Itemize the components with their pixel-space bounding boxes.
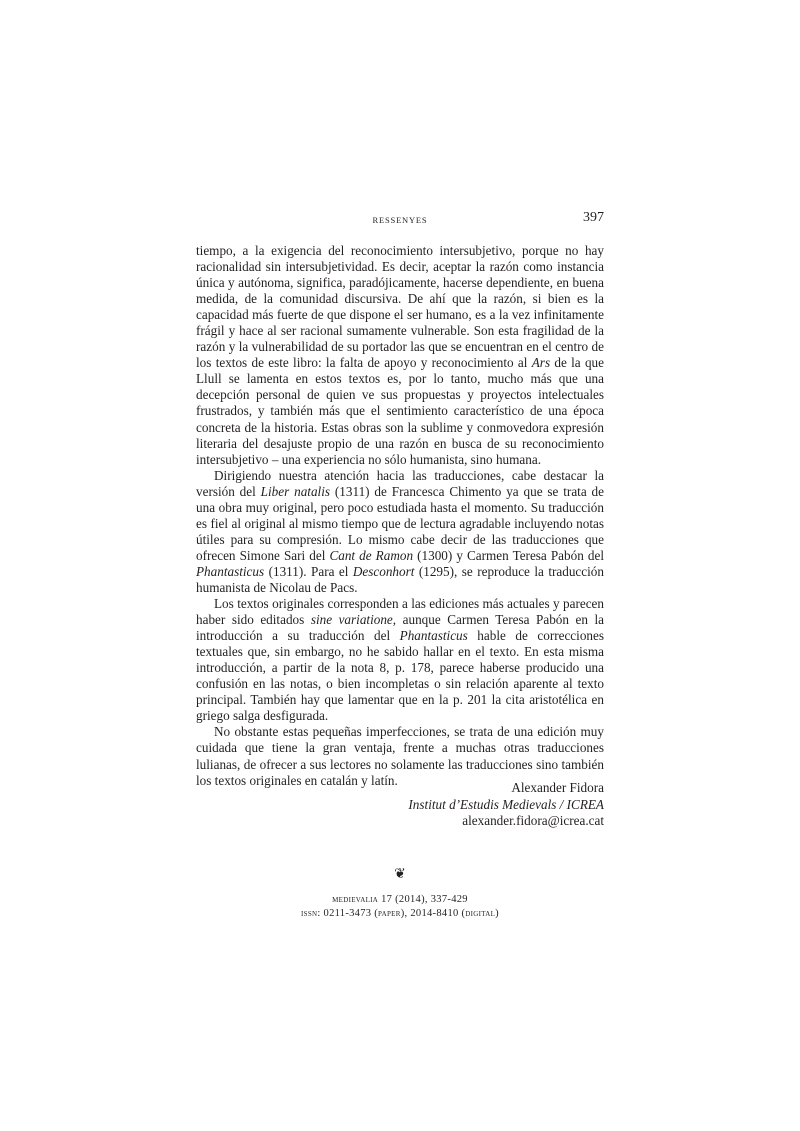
fleuron-ornament-icon: ❦ [394,867,406,882]
paragraph-2-italic-cant-de-ramon: Cant de Ramon [329,547,414,563]
paragraph-1 [196,243,604,468]
footer-journal-line: medievalia 17 (2014), 337-429 [332,894,468,905]
running-head [196,210,604,230]
paragraph-2-text-4: (1311). Para el [264,563,353,579]
page [196,0,604,1131]
footer [196,893,604,920]
paragraph-2-italic-liber-natalis: Liber natalis [260,483,331,499]
paragraph-2-italic-phantasticus: Phantasticus [196,563,265,579]
paragraph-3 [196,596,604,724]
footer-issn-line: issn: 0211-3473 (paper), 2014-8410 (digital) [301,907,499,919]
paragraph-4 [196,724,604,788]
paragraph-3-italic-phantasticus: Phantasticus [399,628,468,644]
body-text [196,243,604,789]
paragraph-1-text-2: de la que Llull se lamenta en estos textos es, por lo tanto, mucho más que una decepción personal de quien ve sus propuestas y proyectos intelectuales frustrados, y también más que el sentimiento característico de una época concreta de la historia. Estas obras son la sublime y conmovedora expresión literaria del desajuste propio de una razón en busca de su reconocimiento intersubjetivo – una experiencia no sólo humanista, sino humana. [196,355,604,467]
paragraph-2-text-1: Dirigiendo nuestra atención hacia las traducciones, cabe destacar la versión del [196,467,604,499]
paragraph-2-italic-desconhort: Desconhort [352,563,415,579]
signature-block [408,780,604,830]
paragraph-3-text-1: Los textos originales corresponden a las ediciones más actuales y parecen haber sido editados [196,596,604,628]
running-title: RESSENYES [372,215,428,225]
paragraph-3-text-2: , aunque Carmen Teresa Pabón en la introducción a su traducción del [196,612,605,644]
paragraph-3-italic-sine-variatione: sine variatione [310,612,393,628]
paragraph-2-text-2: (1311) de Francesca Chimento ya que se trata de una obra muy original, pero poco estudiada hasta el momento. Su traducción es fiel al original al mismo tiempo que de lectura agradable incluyendo notas útiles para su compresión. Lo mismo cabe decir de las traducciones que ofrecen Simone Sari del [196,483,605,563]
paragraph-2 [196,468,604,596]
signature-email: alexander.fidora@icrea.cat [462,813,604,828]
signature-institution: Institut d’Estudis Medievals / ICREA [408,796,604,812]
paragraph-4-text-1: No obstante estas pequeñas imperfecciones, se trata de una edición muy cuidada que tiene la gran ventaja, frente a muchas otras traducciones lulianas, de ofrecer a sus lectores no solamente las traducciones sino también los textos originales en catalán y latín. [196,724,604,788]
paragraph-1-italic-ars: Ars [531,355,551,371]
paragraph-2-text-5: (1295), se reproduce la traducción humanista de Nicolau de Pacs. [196,563,604,595]
paragraph-3-text-3: hable de correcciones textuales que, sin embargo, no he sabido hallar en el texto. En esta misma introducción, a partir de la nota 8, p. 178, parece haberse producido una confusión en las notas, o bien incompletas o sin relación aparente al texto principal. También hay que lamentar que en la p. 201 la cita aristotélica en griego salga desfigurada. [196,628,604,724]
page-number: 397 [583,210,604,225]
paragraph-1-text-1: tiempo, a la exigencia del reconocimiento intersubjetivo, porque no hay racionalidad sin intersubjetividad. Es decir, aceptar la razón como instancia única y autónoma, significa, paradójicamente, hacerse dependiente, en buena medida, de la comunidad discursiva. De ahí que la razón, si bien es la capacidad más fuerte de que dispone el ser humano, es a la vez infinitamente frágil y hace al ser racional sumamente vulnerable. Son esta fragilidad de la razón y la vulnerabilidad de su portador las que se encuentran en el centro de los textos de este libro: la falta de apoyo y reconocimiento al [196,243,604,371]
signature-author: Alexander Fidora [511,780,604,795]
paragraph-2-text-3: (1300) y Carmen Teresa Pabón del [413,547,604,563]
